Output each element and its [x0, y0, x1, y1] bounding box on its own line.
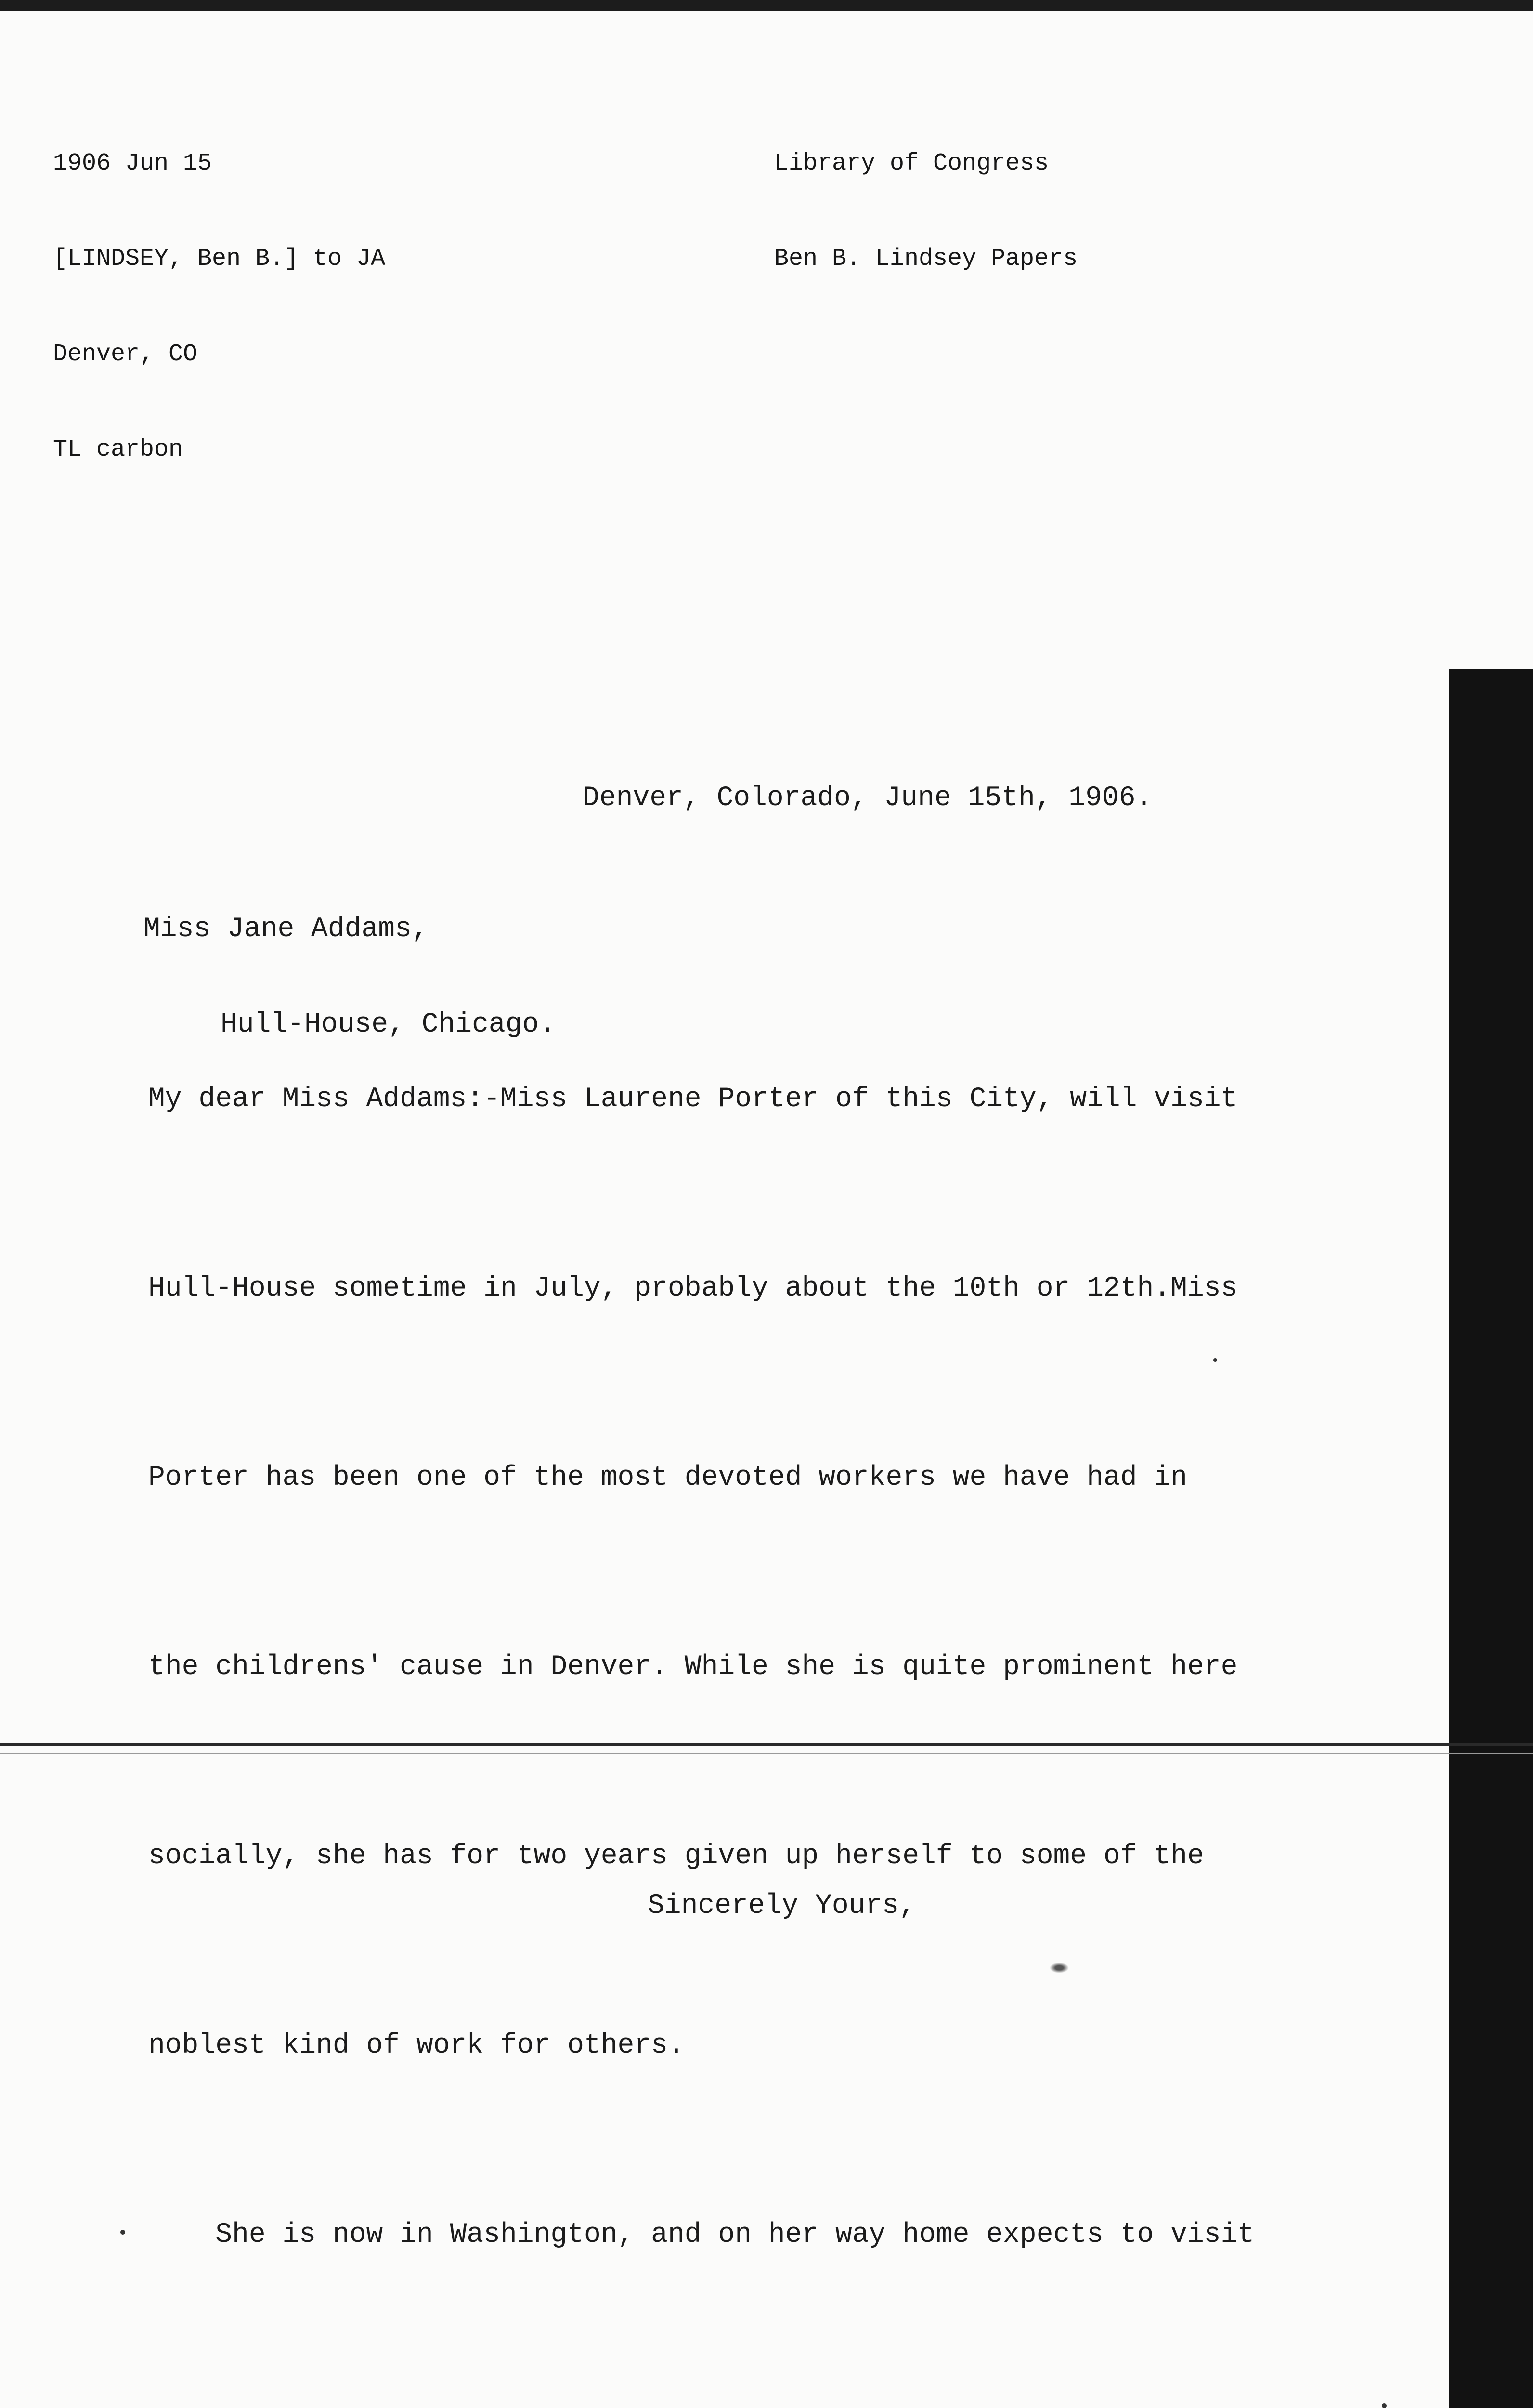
archival-metadata-right	[774, 84, 1078, 339]
meta-format: TL carbon	[53, 436, 183, 463]
body-line: Hull-House sometime in July, probably about the 10th or 12th.Miss	[148, 1273, 1238, 1304]
body-line: noblest kind of work for others.	[148, 2030, 685, 2061]
scan-right-edge	[1449, 669, 1533, 2408]
scan-speck	[120, 2230, 125, 2235]
body-line: the childrens' cause in Denver. While she is quite prominent here	[148, 1651, 1238, 1683]
body-line: Porter has been one of the most devoted workers we have had in	[148, 1462, 1187, 1493]
ink-smudge	[1050, 1963, 1069, 1973]
meta-correspondents: [LINDSEY, Ben B.] to JA	[53, 245, 386, 273]
letter-closing: Sincerely Yours,	[648, 1890, 916, 1922]
meta-place: Denver, CO	[53, 340, 198, 368]
scan-speck	[1213, 1358, 1217, 1362]
letter-dateline: Denver, Colorado, June 15th, 1906.	[583, 783, 1153, 814]
addressee-location: Hull-House, Chicago.	[221, 1009, 556, 1040]
body-line: She is now in Washington, and on her way home expects to visit	[148, 2219, 1255, 2251]
letter-body	[148, 942, 1400, 2408]
body-line: My dear Miss Addams:-Miss Laurene Porter of this City, will visit	[148, 1084, 1238, 1115]
archival-metadata-left	[53, 84, 385, 529]
meta-repository: Library of Congress	[774, 150, 1049, 177]
addressee-name: Miss Jane Addams,	[143, 914, 429, 945]
scan-speck	[1382, 2403, 1387, 2408]
scan-top-border	[0, 0, 1533, 11]
meta-date: 1906 Jun 15	[53, 150, 212, 177]
body-line: socially, she has for two years given up herself to some of the	[148, 1841, 1204, 1872]
body-line	[148, 2393, 1400, 2408]
meta-collection: Ben B. Lindsey Papers	[774, 245, 1078, 273]
